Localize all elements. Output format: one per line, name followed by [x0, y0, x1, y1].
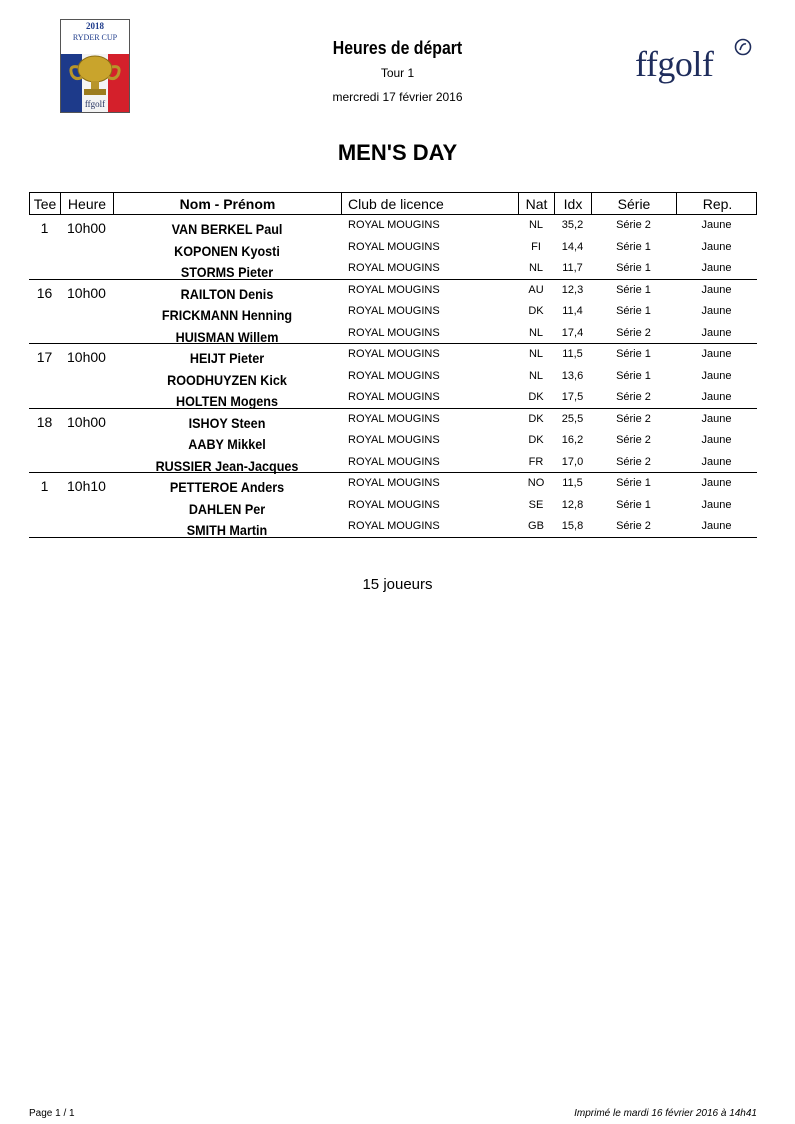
group-tee: 17 [36, 349, 53, 365]
player-club: ROYAL MOUGINS [348, 348, 440, 360]
tee-group [29, 344, 757, 409]
group-heure: 10h00 [67, 413, 106, 430]
player-club: ROYAL MOUGINS [348, 412, 440, 425]
group-heure: 10h00 [67, 220, 106, 236]
player-club: ROYAL MOUGINS [348, 498, 440, 511]
player-rep: Jaune [701, 477, 732, 489]
player-idx: 15,8 [561, 520, 584, 532]
player-serie: Série 1 [616, 498, 651, 511]
player-name: STORMS Pieter [180, 264, 274, 280]
player-name: HOLTEN Mogens [176, 393, 278, 409]
player-name: VAN BERKEL Paul [171, 221, 283, 237]
table-row [29, 215, 757, 236]
player-serie: Série 2 [616, 326, 651, 339]
col-idx: Idx [555, 193, 592, 214]
player-serie: Série 2 [616, 434, 651, 446]
player-nat: NL [528, 326, 544, 339]
ryder-cup-sub: ffgolf [84, 99, 106, 109]
tee-group [29, 409, 757, 474]
col-nat: Nat [519, 193, 555, 214]
player-name: PETTEROE Anders [169, 479, 285, 495]
col-nom: Nom - Prénom [114, 193, 342, 214]
player-count: 15 joueurs [362, 576, 433, 593]
ryder-cup-year: 2018 [86, 21, 104, 31]
player-nat: DK [528, 305, 544, 317]
player-idx: 35,2 [561, 219, 584, 231]
table-row [29, 409, 757, 430]
player-rep: Jaune [701, 240, 732, 253]
player-nat: NL [528, 262, 544, 274]
table-row [29, 237, 757, 258]
player-nat: FR [528, 455, 544, 468]
player-rep: Jaune [701, 348, 732, 360]
table-row [29, 516, 757, 537]
player-serie: Série 1 [616, 262, 651, 274]
event-title: MEN'S DAY [337, 140, 458, 165]
player-idx: 11,5 [562, 477, 583, 489]
player-serie: Série 1 [616, 477, 651, 489]
date-label: mercredi 17 février 2016 [332, 90, 463, 104]
player-serie: Série 1 [616, 348, 651, 360]
player-rep: Jaune [701, 369, 732, 382]
player-rep: Jaune [701, 520, 732, 532]
player-nat: FI [531, 240, 541, 253]
group-tee: 18 [36, 413, 53, 430]
player-rep: Jaune [701, 498, 732, 511]
ryder-cup-logo [60, 19, 130, 113]
player-idx: 13,6 [561, 369, 584, 382]
player-name: ISHOY Steen [188, 414, 266, 431]
player-serie: Série 1 [616, 369, 651, 382]
player-club: ROYAL MOUGINS [348, 240, 440, 253]
player-name: SMITH Martin [186, 522, 268, 538]
player-rep: Jaune [701, 326, 732, 339]
col-tee: Tee [30, 193, 61, 214]
player-name: FRICKMANN Henning [161, 307, 293, 323]
print-date: Imprimé le mardi 16 février 2016 à 14h41 [574, 1108, 757, 1119]
player-rep: Jaune [701, 262, 732, 274]
player-club: ROYAL MOUGINS [348, 305, 440, 317]
player-idx: 11,5 [562, 348, 583, 360]
round-label: Tour 1 [380, 66, 415, 80]
player-serie: Série 1 [616, 305, 651, 317]
player-name: RAILTON Denis [180, 285, 274, 302]
player-rep: Jaune [701, 412, 732, 425]
player-serie: Série 2 [616, 520, 651, 532]
player-rep: Jaune [701, 283, 732, 296]
table-row [29, 473, 757, 494]
table-row [29, 430, 757, 451]
page-title: Heures de départ [332, 38, 463, 58]
player-idx: 11,4 [562, 305, 583, 317]
col-heure: Heure [61, 193, 114, 214]
player-club: ROYAL MOUGINS [348, 369, 440, 382]
player-nat: DK [528, 434, 544, 446]
player-name: ROODHUYZEN Kick [167, 371, 287, 388]
player-nat: NL [528, 348, 544, 360]
player-club: ROYAL MOUGINS [348, 283, 440, 296]
player-name: AABY Mikkel [188, 436, 266, 452]
player-club: ROYAL MOUGINS [348, 391, 440, 403]
ryder-cup-name: RYDER CUP [72, 33, 118, 42]
player-rep: Jaune [701, 305, 732, 317]
player-club: ROYAL MOUGINS [348, 455, 440, 468]
ffgolf-mark-icon [734, 38, 752, 56]
player-nat: NL [528, 219, 544, 231]
player-rep: Jaune [701, 455, 732, 468]
table-row [29, 280, 757, 301]
player-club: ROYAL MOUGINS [348, 262, 440, 274]
page-number: Page 1 / 1 [29, 1108, 75, 1119]
player-club: ROYAL MOUGINS [348, 326, 440, 339]
table-row [29, 344, 757, 365]
player-idx: 14,4 [561, 240, 584, 253]
table-row [29, 452, 757, 473]
col-club: Club de licence [342, 193, 519, 214]
player-club: ROYAL MOUGINS [348, 477, 440, 489]
player-nat: AU [528, 283, 544, 296]
group-heure: 10h00 [67, 284, 106, 301]
group-tee: 1 [40, 478, 49, 494]
table-row [29, 387, 757, 408]
player-nat: SE [528, 498, 544, 511]
group-tee: 16 [36, 284, 53, 301]
table-row [29, 495, 757, 516]
table-body [29, 215, 757, 538]
player-nat: NO [527, 477, 545, 489]
ffgolf-logo-text: ffgolf [635, 44, 714, 84]
player-name: HUISMAN Willem [175, 328, 279, 345]
group-heure: 10h00 [67, 349, 106, 365]
player-rep: Jaune [701, 391, 732, 403]
ffgolf-logo [632, 38, 754, 88]
tee-group [29, 280, 757, 345]
player-idx: 12,3 [561, 283, 584, 296]
player-idx: 17,4 [561, 326, 584, 339]
col-rep: Rep. [702, 196, 733, 212]
player-serie: Série 1 [616, 240, 651, 253]
table-row [29, 323, 757, 344]
tee-group [29, 215, 757, 280]
player-serie: Série 2 [616, 455, 651, 468]
col-serie: Série [592, 193, 677, 214]
player-rep: Jaune [701, 434, 732, 446]
player-club: ROYAL MOUGINS [348, 434, 440, 446]
player-idx: 17,5 [561, 391, 584, 403]
player-nat: NL [528, 369, 544, 382]
group-tee: 1 [40, 220, 49, 236]
player-nat: DK [528, 391, 544, 403]
player-idx: 17,0 [561, 455, 584, 468]
player-name: KOPONEN Kyosti [174, 242, 280, 259]
player-idx: 16,2 [561, 434, 584, 446]
player-nat: DK [528, 412, 544, 425]
table-header [29, 192, 757, 215]
player-name: DAHLEN Per [188, 500, 266, 517]
player-club: ROYAL MOUGINS [348, 219, 440, 231]
player-idx: 11,7 [562, 262, 583, 274]
player-serie: Série 2 [616, 391, 651, 403]
player-name: HEIJT Pieter [189, 350, 265, 366]
player-serie: Série 2 [616, 219, 651, 231]
player-nat: GB [528, 520, 544, 532]
player-serie: Série 1 [616, 283, 651, 296]
player-club: ROYAL MOUGINS [348, 520, 440, 532]
player-serie: Série 2 [616, 412, 651, 425]
tee-group [29, 473, 757, 538]
group-heure: 10h10 [67, 478, 106, 494]
player-name: RUSSIER Jean-Jacques [155, 457, 299, 474]
table-row [29, 366, 757, 387]
player-rep: Jaune [701, 219, 732, 231]
player-idx: 25,5 [561, 412, 584, 425]
table-row [29, 301, 757, 322]
player-idx: 12,8 [561, 498, 584, 511]
table-row [29, 258, 757, 279]
